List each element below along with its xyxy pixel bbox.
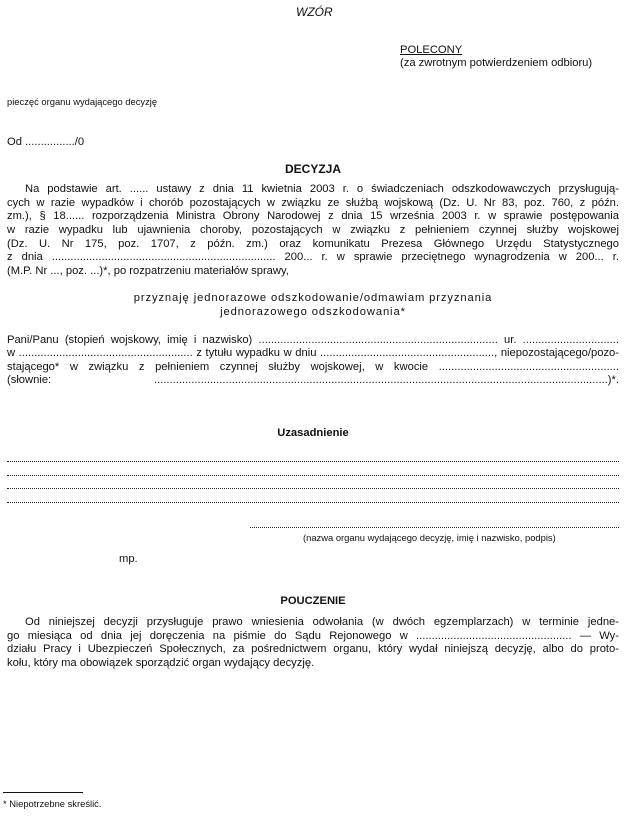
template-label: WZÓR xyxy=(296,5,333,19)
stamp-place-label: mp. xyxy=(119,553,138,565)
instruction-title: POUCZENIE xyxy=(280,595,346,607)
accident-line: w ........................................................ z tytułu wypadku w dniu ........................................................, niepozostającego/pozo- xyxy=(7,347,619,359)
signature-caption: (nazwa organu wydającego decyzję, imię i nazwisko, podpis) xyxy=(303,532,556,543)
justification-dotted-line xyxy=(7,502,619,503)
intro-line: w razie wypadku lub ujawnienia choroby, pozostających w związku z pełnieniem czynnej służby wojskowej xyxy=(7,224,619,236)
decision-line: przyznaję jednorazowe odszkodowanie/odmawiam przyznania xyxy=(133,292,493,304)
intro-line: (M.P. Nr ..., poz. ...)*, po rozpatrzeniu materiałów sprawy, xyxy=(7,265,289,277)
justification-title: Uzasadnienie xyxy=(277,427,349,439)
instruction-line: go miesiąca od dnia jej doręczenia na piśmie do Sądu Rejonowego w .................................................. — Wy- xyxy=(7,630,619,642)
reference-number: Od ................/0 xyxy=(7,136,85,148)
amount-words-line: (słownie: ..................................................................................................................................................)*. xyxy=(7,374,619,386)
registered-mail-note: (za zwrotnym potwierdzeniem odbioru) xyxy=(400,57,593,69)
instruction-line: działu Pracy i Ubezpieczeń Społecznych, za pośrednictwem organu, który wydał niniejszą decyzję, albo do proto- xyxy=(7,643,619,655)
registered-mail-label: POLECONY xyxy=(400,44,463,56)
footnote: * Niepotrzebne skreślić. xyxy=(3,798,102,809)
intro-line: cych w razie wypadków i chorób pozostających w związku ze służbą wojskową (Dz. U. Nr 83, poz. 760, z późn. xyxy=(7,197,619,209)
instruction-line: kołu, który ma obowiązek sporządzić organ wydający decyzję. xyxy=(7,657,315,669)
intro-line: Na podstawie art. ...... ustawy z dnia 11 kwietnia 2003 r. o świadczeniach odszkodowawczych przysługują- xyxy=(25,183,619,195)
justification-dotted-line xyxy=(7,475,619,476)
recipient-line: Pani/Panu (stopień wojskowy, imię i nazwisko) ............................................................................. ur. ............................... xyxy=(7,334,619,346)
signature-dotted-line xyxy=(250,527,619,528)
decision-line: jednorazowego odszkodowania* xyxy=(220,306,406,318)
document-title: DECYZJA xyxy=(284,162,341,176)
amount-line: stającego* w związku z pełnieniem czynnej służby wojskowej, w kwocie .......................................................... xyxy=(7,361,619,373)
footnote-rule xyxy=(3,792,83,793)
intro-line: (Dz. U. Nr 175, poz. 1707, z późn. zm.) oraz komunikatu Prezesa Głównego Urzędu Statystycznego xyxy=(7,238,619,250)
intro-line: zm.), § 18...... rozporządzenia Ministra Obrony Narodowej z dnia 15 września 2003 r. w sprawie postępowania xyxy=(7,210,619,222)
justification-dotted-line xyxy=(7,461,619,462)
intro-line: z dnia ........................................................................ 200... r. w sprawie przeciętnego wynagrodzenia w 200... r. xyxy=(7,251,619,263)
justification-dotted-line xyxy=(7,488,619,489)
issuer-stamp-label: pieczęć organu wydającego decyzję xyxy=(7,96,158,107)
instruction-line: Od niniejszej decyzji przysługuje prawo wniesienia odwołania (w dwóch egzemplarzach) w terminie jedne- xyxy=(25,616,619,628)
